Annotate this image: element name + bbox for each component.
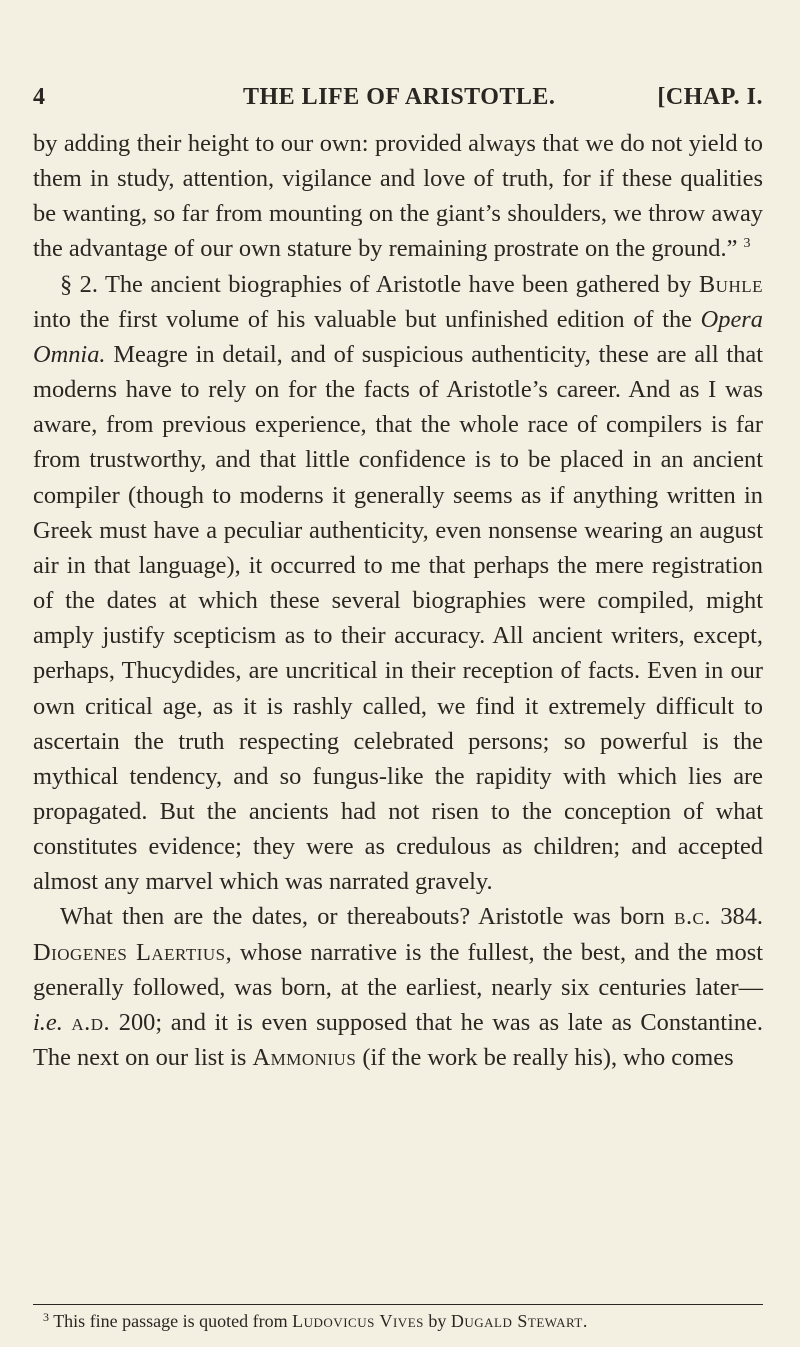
paragraph-continuation (33, 126, 763, 267)
footnote-text: . (582, 1311, 588, 1331)
footnote-text: This fine passage is quoted from (53, 1311, 293, 1331)
body-text (33, 126, 763, 1075)
footnote-number: 3 (43, 1310, 49, 1324)
paragraph-text: 200; and it is even supposed that he was as late as Constantine. The next on our list is (33, 1008, 763, 1072)
footnote (33, 1308, 773, 1334)
page-number: 4 (33, 84, 46, 110)
era-abbreviation: b.c. (674, 903, 711, 931)
paragraph-dates (33, 899, 763, 1075)
author-name: Buhle (698, 270, 763, 298)
footnote-text: by (423, 1311, 451, 1331)
running-title: THE LIFE OF ARISTOTLE. (243, 84, 556, 110)
footnote-reference: 3 (743, 236, 751, 252)
author-name: Diogenes Laertius (33, 938, 226, 966)
paragraph-text: (if the work be really his), who comes (356, 1044, 734, 1072)
author-name: Dugald Stewart (450, 1311, 583, 1331)
book-title: Opera Omnia. (33, 305, 763, 368)
footnote-divider (33, 1304, 763, 1305)
paragraph-text: Meagre in detail, and of suspicious authenticity, these are all that moderns have to rely on for the facts of Aristotle’s career. And as I was aware, from previous experience, that the whole race of compilers is far from trustworthy, and that little confidence is to be placed in an ancient compiler (though to moderns it generally seems as if anything written in Greek must have a peculiar authenticity, even nonsense wearing an august air in that language), it occurred to me that perhaps the mere registration of the dates at which these several biographies were compiled, might amply justify scepticism as to their accuracy. All ancient writers, except, perhaps, Thucydides, are uncritical in their reception of facts. Even in our own critical age, as it is rashly called, we find it extremely difficult to ascertain the truth respecting celebrated persons; so powerful is the mythical tendency, and so fungus-like the rapidity with which lies are propagated. But the ancients had not risen to the conception of what constitutes evidence; they were as credulous as children; and accepted almost any marvel which was narrated gravely. (33, 340, 763, 896)
abbreviation: i.e. (33, 1008, 63, 1036)
chapter-label: [CHAP. I. (657, 84, 763, 110)
paragraph-text: , whose narrative is the fullest, the best, and the most generally followed, was born, at the earliest, nearly six centuries later— (33, 938, 763, 1001)
paragraph-section-2 (33, 267, 763, 900)
paragraph-text: into the first volume of his valuable but unfinished edition of the (33, 305, 701, 333)
running-header (33, 84, 763, 120)
author-name: Ludovicus Vives (292, 1311, 424, 1331)
paragraph-text: § 2. The ancient biographies of Aristotle have been gathered by (60, 270, 699, 298)
paragraph-text: What then are the dates, or thereabouts? Aristotle was born (60, 903, 675, 931)
era-abbreviation: a.d. (71, 1008, 111, 1036)
author-name: Ammonius (252, 1044, 357, 1072)
paragraph-text: by adding their height to our own: provided always that we do not yield to them in study, attention, vigilance and love of truth, for if these qualities be wanting, so far from mounting on the giant’s shoulders, we throw away the advantage of our own stature by remaining prostrate on the ground.” (33, 130, 763, 263)
paragraph-text: 384. (710, 903, 763, 931)
